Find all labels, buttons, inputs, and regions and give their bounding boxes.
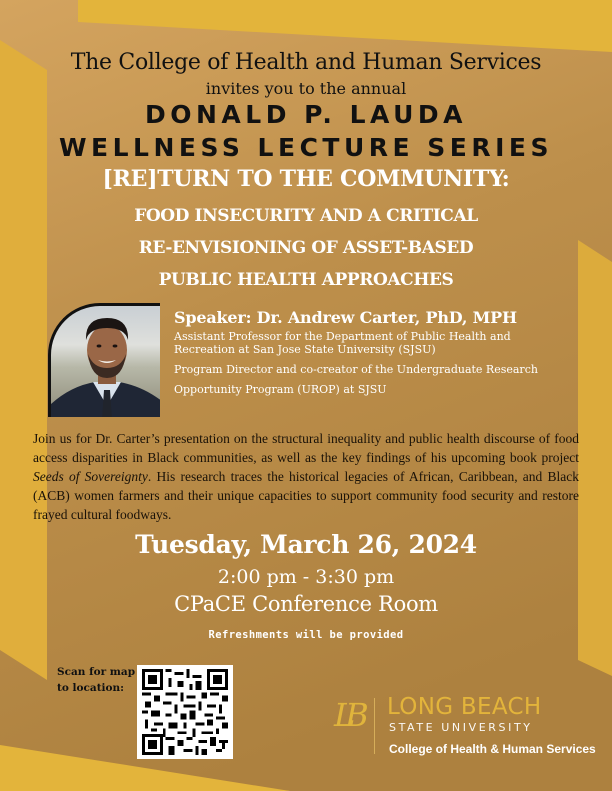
speaker-role-line: Assistant Professor for the Department of Public Health and	[174, 330, 511, 343]
speaker-role	[174, 330, 584, 356]
book-title: Seeds of Sovereignty	[33, 469, 148, 484]
speaker-name: Speaker: Dr. Andrew Carter, PhD, MPH	[174, 308, 517, 327]
description-text: Join us for Dr. Carter’s presentation on the structural inequality and public health discourse of food access disparities in Black communities, as well as the key findings of his upcoming book project	[33, 431, 579, 465]
university-logo	[334, 694, 609, 764]
series-title-line1: DONALD P. LAUDA	[144, 100, 467, 129]
lecture-subtitle-line: FOOD INSECURITY AND A CRITICAL	[134, 206, 478, 226]
speaker-role-line: Recreation at San Jose State University (SJSU)	[174, 343, 436, 356]
speaker-program-line: Opportunity Program (UROP) at SJSU	[174, 383, 387, 396]
inviter-heading: The College of Health and Human Services	[70, 50, 542, 75]
description-text: . His research traces the historical legacies of African, Caribbean, and Black (ACB) women farmers and their unique capacities to support community food security and restore frayed cultural foodways.	[33, 469, 580, 522]
lecture-subtitle-line: RE-ENVISIONING OF ASSET-BASED	[138, 238, 474, 258]
speaker-program-line: Program Director and co-creator of the Undergraduate Research	[174, 363, 538, 376]
lecture-subtitle-line: PUBLIC HEALTH APPROACHES	[158, 270, 454, 290]
lb-monogram-icon: LB	[334, 696, 359, 734]
university-name: LONG BEACH	[387, 694, 542, 720]
logo-divider	[374, 698, 375, 754]
event-description	[33, 429, 579, 524]
college-name: College of Health & Human Services	[389, 742, 596, 756]
event-date: Tuesday, March 26, 2024	[135, 530, 477, 559]
series-title-line2: WELLNESS LECTURE SERIES	[58, 133, 554, 162]
speaker-info	[174, 308, 584, 400]
qr-code-icon[interactable]	[137, 665, 233, 759]
invites-line: invites you to the annual	[205, 79, 407, 98]
event-time: 2:00 pm - 3:30 pm	[217, 566, 395, 588]
speaker-program	[174, 360, 584, 400]
scan-line: to location:	[57, 682, 125, 694]
speaker-photo	[48, 303, 160, 417]
scan-line: Scan for map	[57, 666, 136, 678]
lecture-title: [RE]TURN TO THE COMMUNITY:	[102, 166, 510, 192]
refreshments-note: Refreshments will be provided	[208, 629, 404, 641]
event-location: CPaCE Conference Room	[174, 592, 438, 616]
scan-instruction	[57, 664, 135, 696]
university-subtitle: STATE UNIVERSITY	[389, 721, 533, 734]
